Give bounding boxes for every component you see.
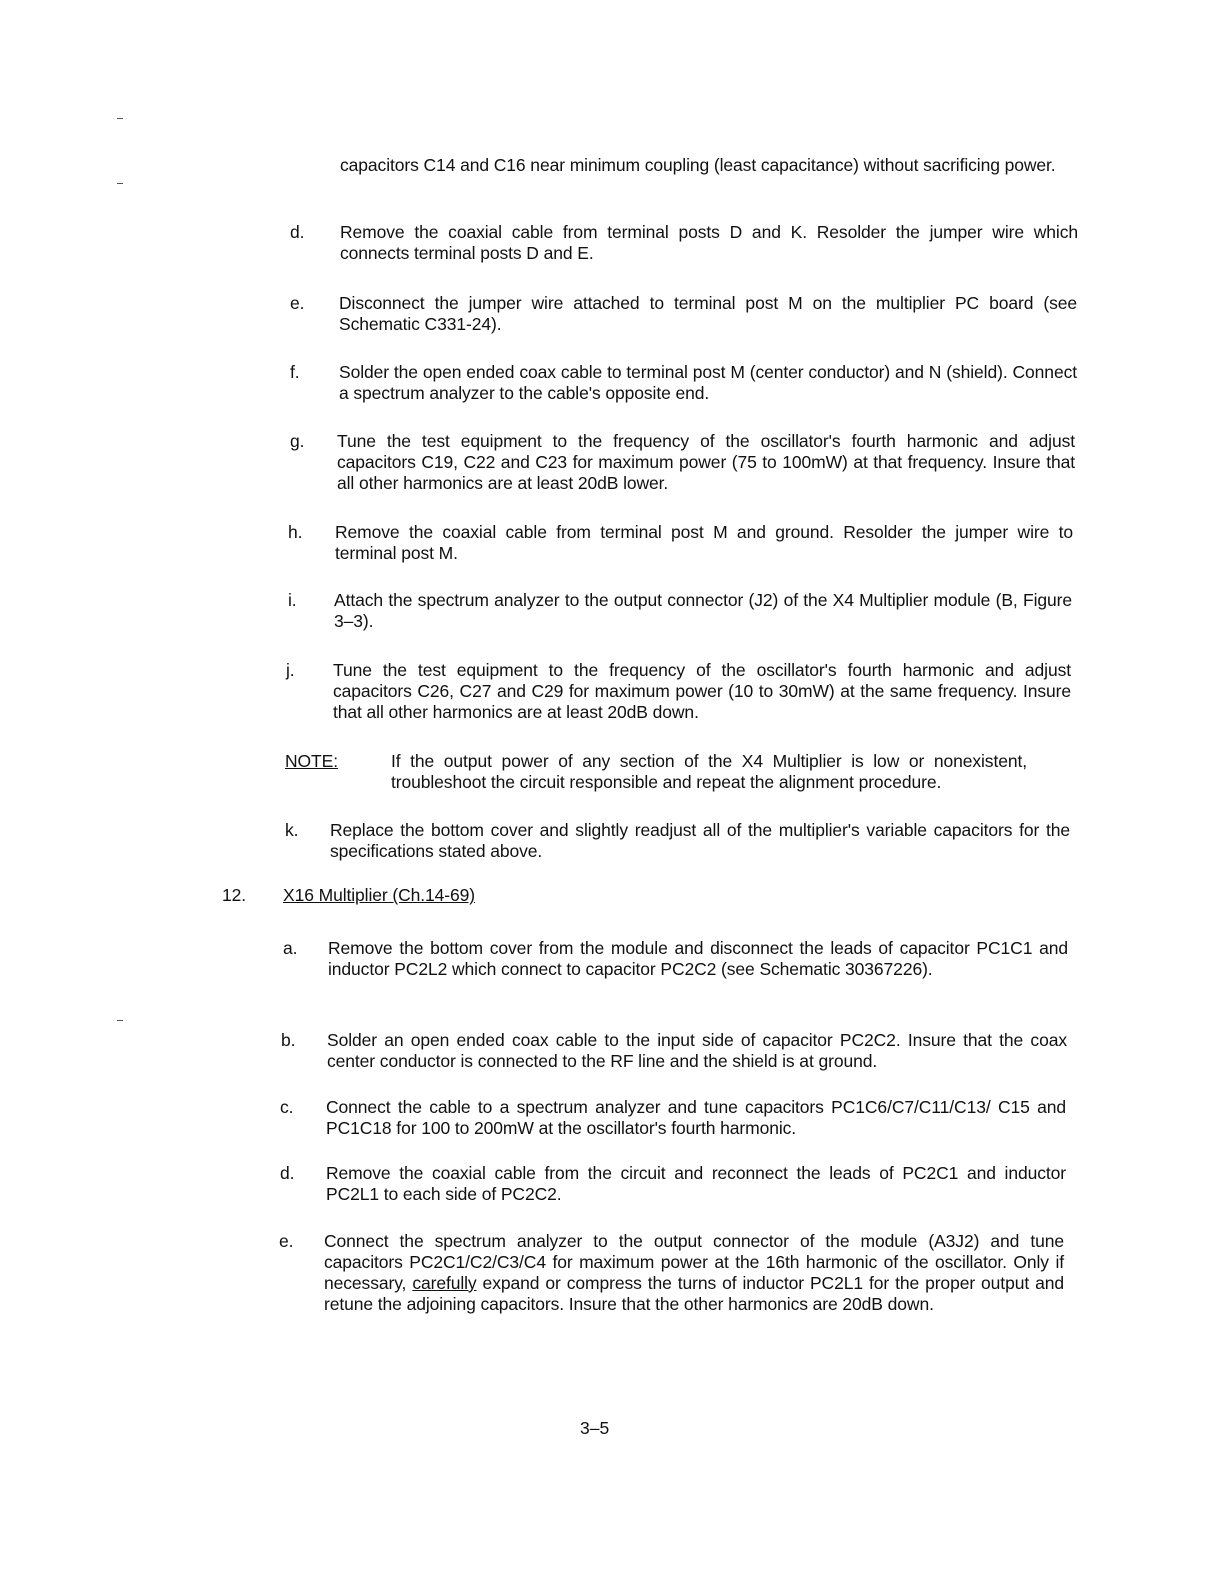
step-text: Remove the coaxial cable from terminal posts D and K. Resolder the jumper wire which connects terminal posts D and E. [340,222,1078,263]
scan-speck [117,1020,123,1021]
step-label: c. [280,1097,294,1117]
step-label: e. [290,293,305,313]
step-text-part: expand or compress the turns of inductor PC2L1 for the proper output and retune the adjoining capacitors. Insure that the other harmonics are 20dB down. [324,1273,1064,1314]
section-title: X16 Multiplier (Ch.14-69) [283,885,476,905]
paragraph-text: capacitors C14 and C16 near minimum coupling (least capacitance) without sacrificing power. [340,155,1056,175]
step-label: f. [290,362,300,382]
step-text: Remove the bottom cover from the module and disconnect the leads of capacitor PC1C1 and inductor PC2L2 which connect to capacitor PC2C2 (see Schematic 30367226). [328,938,1068,979]
step-text: Remove the coaxial cable from the circuit and reconnect the leads of PC2C1 and inductor PC2L1 to each side of PC2C2. [326,1163,1066,1204]
scan-speck [117,118,123,119]
step-text: Remove the coaxial cable from terminal post M and ground. Resolder the jumper wire to terminal post M. [335,522,1073,563]
step-label: k. [285,820,299,840]
step-text: Replace the bottom cover and slightly readjust all of the multiplier's variable capacitors for the specifications stated above. [330,820,1070,861]
step-label: d. [290,222,305,242]
step-label: g. [290,431,305,451]
step-text [324,1231,1064,1315]
step-label: b. [281,1030,296,1050]
note-label: NOTE: [285,751,338,771]
scan-speck [117,183,123,184]
step-text-part: Connect the spectrum analyzer to the output connector of the module (A3J2) and tune capacitors PC2C1/C2/C3/C4 for maximum power at the 16th harmonic of the oscillator. Only if necessary, [324,1231,1064,1293]
step-label: i. [288,590,297,610]
step-text: Attach the spectrum analyzer to the output connector (J2) of the X4 Multiplier module (B, Figure 3–3). [334,590,1072,631]
note-text: If the output power of any section of the X4 Multiplier is low or nonexistent, troubleshoot the circuit responsible and repeat the alignment procedure. [391,751,1027,792]
step-label: j. [286,660,295,680]
emphasis-word: carefully [412,1273,477,1293]
step-text: Tune the test equipment to the frequency of the oscillator's fourth harmonic and adjust capacitors C19, C22 and C23 for maximum power (75 to 100mW) at that frequency. Insure that all other harmonics are at least 20dB lower. [337,431,1075,493]
step-text: Connect the cable to a spectrum analyzer and tune capacitors PC1C6/C7/C11/C13/ C15 and PC1C18 for 100 to 200mW at the oscillator's fourth harmonic. [326,1097,1066,1138]
step-label: d. [280,1163,295,1183]
step-text: Solder the open ended coax cable to terminal post M (center conductor) and N (shield). Connect a spectrum analyzer to the cable's opposite end. [339,362,1077,403]
step-label: h. [288,522,303,542]
step-label: a. [283,938,298,958]
step-text: Disconnect the jumper wire attached to terminal post M on the multiplier PC board (see Schematic C331-24). [339,293,1077,334]
step-label: e. [279,1231,294,1251]
page-number: 3–5 [580,1418,610,1438]
step-text: Solder an open ended coax cable to the input side of capacitor PC2C2. Insure that the coax center conductor is connected to the RF line and the shield is at ground. [327,1030,1067,1071]
step-text: Tune the test equipment to the frequency of the oscillator's fourth harmonic and adjust capacitors C26, C27 and C29 for maximum power (10 to 30mW) at the same frequency. Insure that all other harmonics are at least 20dB down. [333,660,1071,722]
section-number: 12. [222,885,247,905]
